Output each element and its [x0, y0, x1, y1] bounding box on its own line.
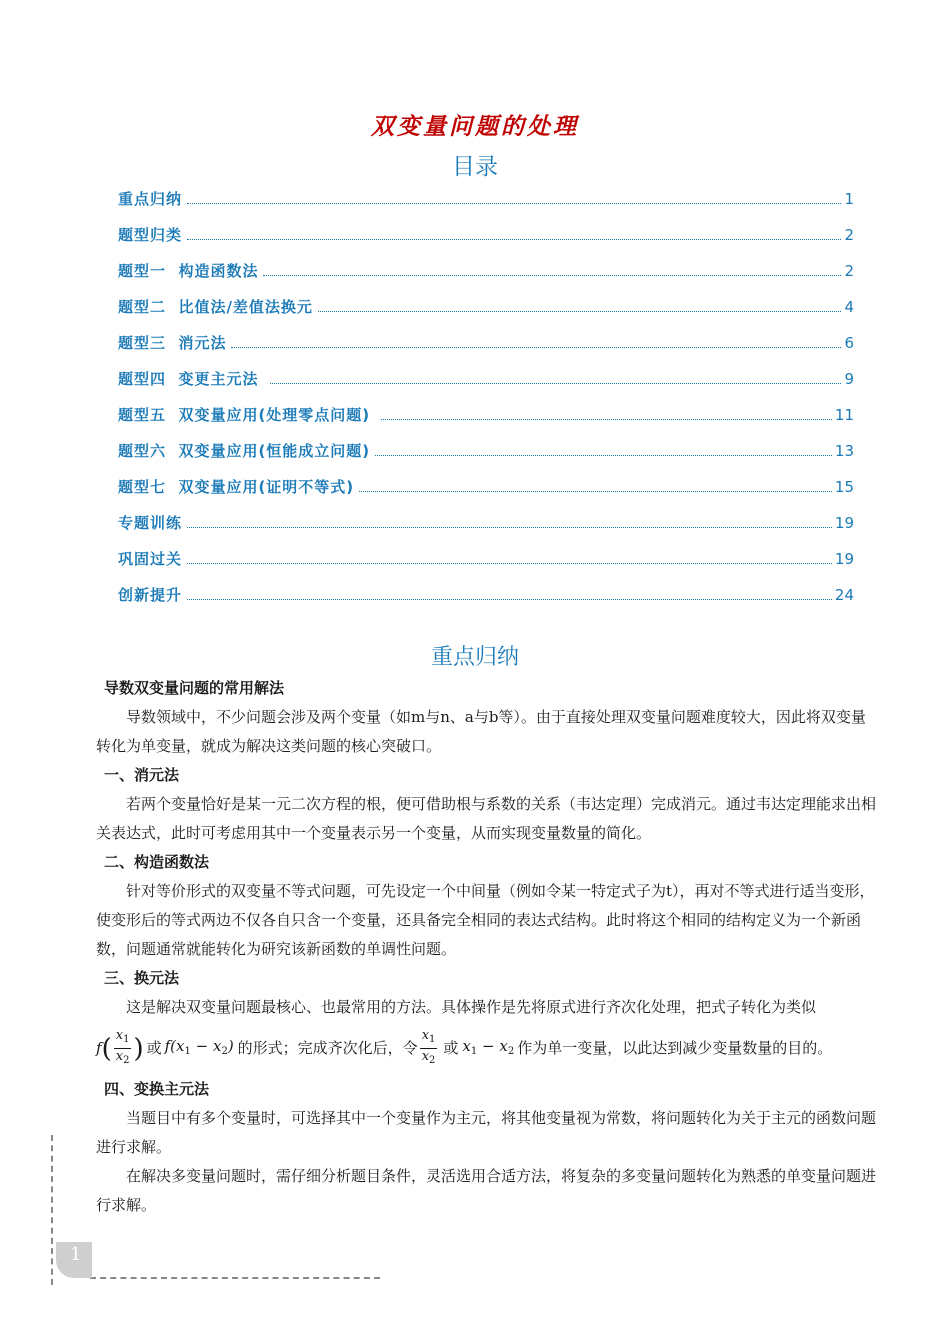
method-3-text: 这是解决双变量问题最核心、也最常用的方法。具体操作是先将原式进行齐次化处理，把式子转化为类似 [126, 998, 817, 1016]
toc-leader-dots [187, 238, 841, 240]
toc-entry-page: 4 [844, 298, 854, 316]
toc-heading: 目录 [452, 154, 498, 180]
table-of-contents [118, 188, 854, 620]
toc-entry-page: 9 [844, 370, 854, 388]
method-1-text: 若两个变量恰好是某一元二次方程的根，便可借助根与系数的关系（韦达定理）完成消元。通过韦达定理能求出相关表达式，此时可考虑用其中一个变量表示另一个变量，从而实现变量数量的简化。 [96, 795, 877, 842]
toc-entry-page: 24 [834, 586, 854, 604]
toc-entry-label: 题型三 消元法 [118, 334, 227, 352]
toc-entry-label: 重点归纳 [118, 190, 183, 208]
toc-entry[interactable] [118, 440, 854, 476]
toc-leader-dots [318, 310, 841, 312]
toc-entry-page: 1 [844, 190, 854, 208]
toc-leader-dots [187, 598, 832, 600]
toc-entry-label: 创新提升 [118, 586, 183, 604]
page-border-vertical [51, 1135, 53, 1285]
toc-leader-dots [187, 202, 841, 204]
toc-entry-label: 题型一 构造函数法 [118, 262, 259, 280]
toc-leader-dots [270, 382, 841, 384]
page-border-horizontal [90, 1277, 380, 1279]
method-1-title: 一、消元法 [104, 766, 180, 784]
section-heading: 重点归纳 [430, 645, 519, 670]
toc-entry-label: 题型六 双变量应用(恒能成立问题) [118, 442, 371, 460]
formula-fraction-2: $\frac{x_1}{x_2}$ [421, 1028, 436, 1066]
toc-leader-dots [375, 454, 832, 456]
formula-paren-close: ) [133, 1033, 144, 1064]
formula-diff: $x_1 - x_2$ [462, 1036, 515, 1057]
toc-entry[interactable] [118, 512, 854, 548]
toc-entry-page: 2 [844, 226, 854, 244]
toc-leader-dots [187, 562, 832, 564]
toc-leader-dots [187, 526, 832, 528]
toc-entry-page: 19 [834, 514, 854, 532]
formula-text-2: 作为单一变量，以此达到减少变量数量的目的。 [517, 1039, 833, 1057]
document-body [96, 674, 880, 1220]
toc-entry[interactable] [118, 188, 854, 224]
toc-entry[interactable] [118, 476, 854, 512]
toc-entry[interactable] [118, 548, 854, 584]
toc-entry-page: 13 [834, 442, 854, 460]
formula-f-diff: $f(x_1 - x_2)$ [164, 1036, 234, 1057]
page-number: 1 [70, 1244, 82, 1265]
toc-entry-label: 题型七 双变量应用(证明不等式) [118, 478, 355, 496]
formula-or-2: 或 [443, 1039, 459, 1057]
formula-or-1: 或 [146, 1039, 162, 1057]
formula-fraction-1: $\frac{x_1}{x_2}$ [115, 1028, 130, 1066]
toc-entry-page: 11 [834, 406, 854, 424]
toc-leader-dots [381, 418, 832, 420]
toc-entry-label: 题型四 变更主元法 [118, 370, 265, 388]
toc-entry-label: 专题训练 [118, 514, 183, 532]
method-4-title: 四、变换主元法 [104, 1080, 210, 1098]
toc-entry-page: 19 [834, 550, 854, 568]
toc-leader-dots [263, 274, 841, 276]
toc-entry-label: 巩固过关 [118, 550, 183, 568]
toc-entry[interactable] [118, 584, 854, 620]
formula-paren-open: ( [101, 1033, 112, 1064]
toc-entry-page: 15 [834, 478, 854, 496]
toc-entry-label: 题型归类 [118, 226, 183, 244]
toc-entry[interactable] [118, 368, 854, 404]
conclusion-paragraph: 在解决多变量问题时，需仔细分析题目条件，灵活选用合适方法，将复杂的多变量问题转化为熟悉的单变量问题进行求解。 [96, 1167, 877, 1214]
toc-entry-page: 2 [844, 262, 854, 280]
intro-paragraph: 导数领域中，不少问题会涉及两个变量（如m与n、a与b等）。由于直接处理双变量问题难度较大，因此将双变量转化为单变量，就成为解决这类问题的核心突破口。 [96, 708, 866, 755]
formula-text-1: 的形式；完成齐次化后，令 [237, 1039, 418, 1057]
toc-entry[interactable] [118, 332, 854, 368]
toc-entry-page: 6 [844, 334, 854, 352]
toc-entry[interactable] [118, 224, 854, 260]
method-4-text: 当题目中有多个变量时，可选择其中一个变量作为主元，将其他变量视为常数，将问题转化为关于主元的函数问题进行求解。 [96, 1109, 877, 1156]
method-2-text: 针对等价形式的双变量不等式问题，可先设定一个中间量（例如令某一特定式子为t），再对不等式进行适当变形，使变形后的等式两边不仅各自只含一个变量，还具备完全相同的表达式结构。此时将这个相同的结构定义为一个新函数，问题通常就能转化为研究该新函数的单调性问题。 [96, 882, 875, 958]
toc-entry[interactable] [118, 260, 854, 296]
formula-f: f [96, 1039, 102, 1057]
method-2-title: 二、构造函数法 [104, 853, 210, 871]
method-3-title: 三、换元法 [104, 969, 180, 987]
toc-entry-label: 题型二 比值法/差值法换元 [118, 298, 313, 316]
toc-entry[interactable] [118, 404, 854, 440]
document-title: 双变量问题的处理 [371, 113, 579, 140]
sub-heading: 导数双变量问题的常用解法 [104, 679, 285, 697]
toc-entry[interactable] [118, 296, 854, 332]
toc-leader-dots [359, 490, 832, 492]
toc-entry-label: 题型五 双变量应用(处理零点问题) [118, 406, 377, 424]
toc-leader-dots [231, 346, 841, 348]
method-3-formula [96, 1028, 880, 1069]
